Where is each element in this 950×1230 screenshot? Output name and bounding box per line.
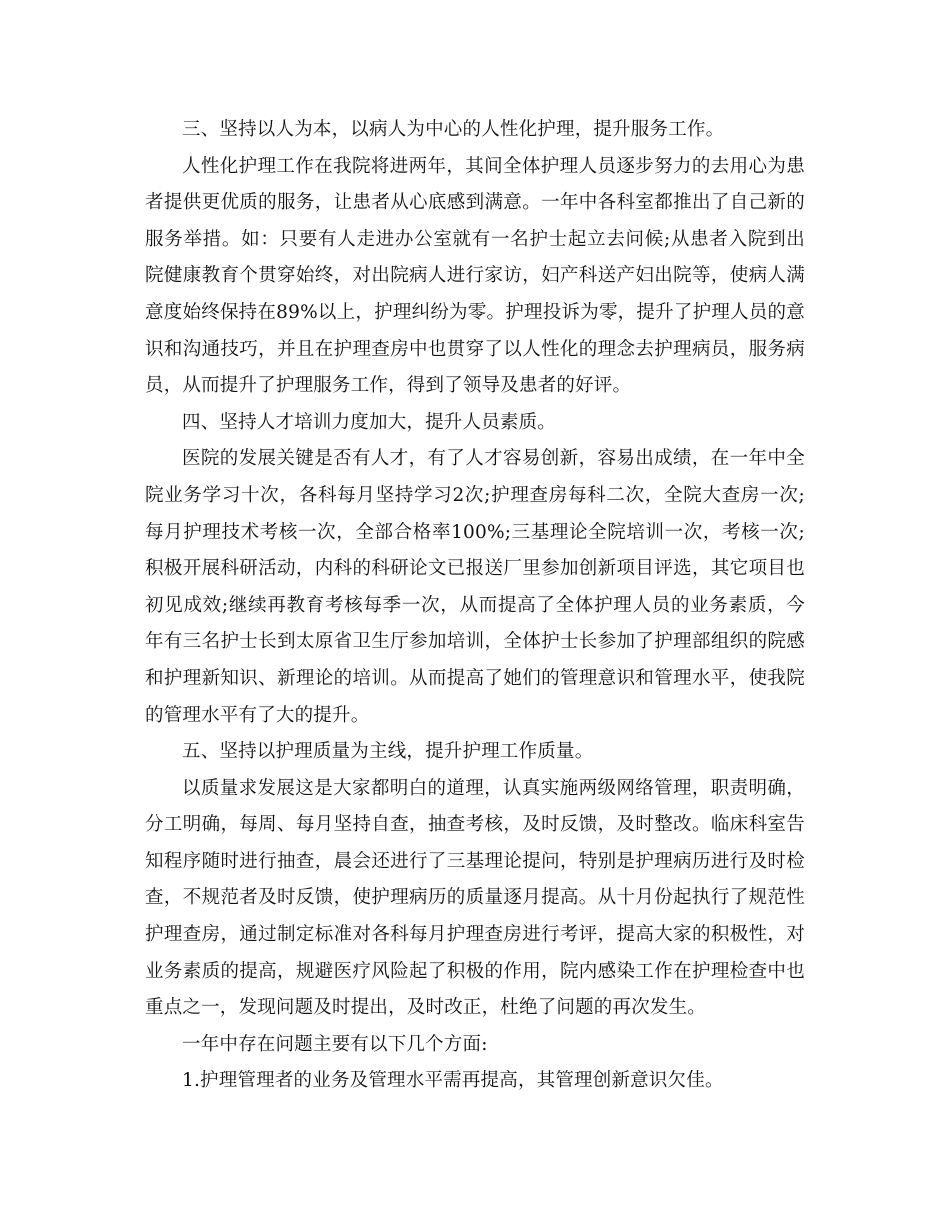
section-heading-5: 五、坚持以护理质量为主线，提升护理工作质量。 bbox=[182, 741, 594, 763]
body-paragraph: 医院的发展关键是否有人才，有了人才容易创新，容易出成绩，在一年中全院业务学习十次，各科每月坚持学习2次;护理查房每科二次，全院大查房一次;每月护理技术考核一次，全部合格率100%;三基理论全院培训一次，考核一次;积极开展科研活动，内科的科研论文已报送厂里参加创新项目评选，其它项目也初见成效;继续再教育考核每季一次，从而提高了全体护理人员的业务素质，今年有三名护士长到太原省卫生厅参加培训，全体护士长参加了护理部组织的院感和护理新知识、新理论的培训。从而提高了她们的管理意识和管理水平，使我院的管理水平有了大的提升。 bbox=[145, 448, 805, 726]
body-paragraph: 以质量求发展这是大家都明白的道理，认真实施两级网络管理，职责明确，分工明确，每周、每月坚持自查，抽查考核，及时反馈，及时整改。临床科室告知程序随时进行抽查，晨会还进行了三基理论提问，特别是护理病历进行及时检查，不规范者及时反馈，使护理病历的质量逐月提高。从十月份起执行了规范性护理查房，通过制定标准对各科每月护理查房进行考评，提高大家的积极性，对业务素质的提高，规避医疗风险起了积极的作用，院内感染工作在护理检查中也重点之一，发现问题及时提出，及时改正，杜绝了问题的再次发生。 bbox=[145, 777, 805, 1019]
section-heading-3: 三、坚持以人为本，以病人为中心的人性化护理，提升服务工作。 bbox=[182, 119, 725, 140]
problems-intro: 一年中存在问题主要有以下几个方面: bbox=[182, 1033, 488, 1055]
body-paragraph: 人性化护理工作在我院将进两年，其间全体护理人员逐步努力的去用心为患者提供更优质的服务，让患者从心底感到满意。一年中各科室都推出了自己新的服务举措。如：只要有人走进办公室就有一名护士起立去问候;从患者入院到出院健康教育个贯穿始终，对出院病人进行家访，妇产科送产妇出院等，使病人满意度始终保持在89%以上，护理纠纷为零。护理投诉为零，提升了护理人员的意识和沟通技巧，并且在护理查房中也贯穿了以人性化的理念去护理病员，服务病员，从而提升了护理服务工作，得到了领导及患者的好评。 bbox=[145, 155, 805, 397]
section-heading-4: 四、坚持人才培训力度加大，提升人员素质。 bbox=[182, 411, 557, 433]
problem-item-1: 1.护理管理者的业务及管理水平需再提高，其管理创新意识欠佳。 bbox=[182, 1070, 724, 1092]
document-body bbox=[145, 112, 805, 1100]
